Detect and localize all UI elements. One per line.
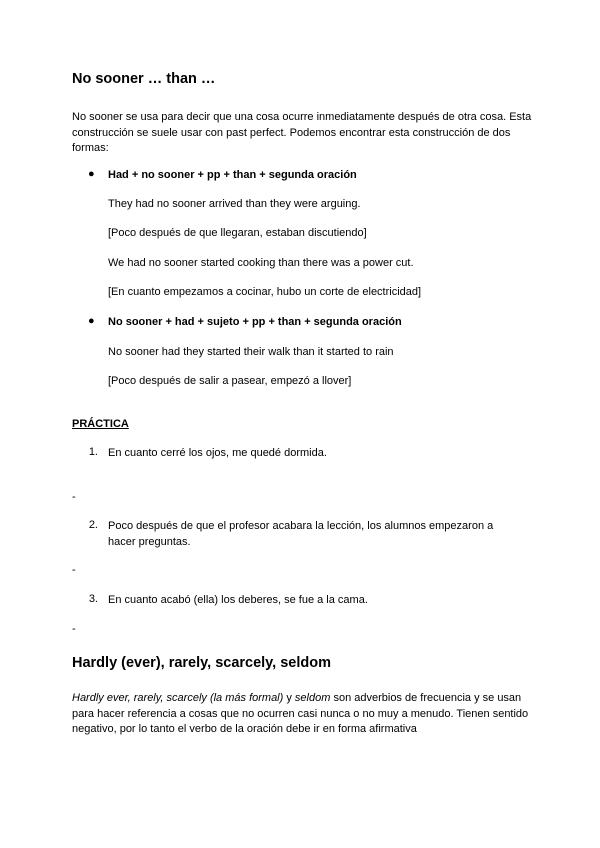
answer-marker-1: - [72,491,76,503]
seldom-italic-term: seldom [294,692,331,704]
answer-marker-3: - [72,623,76,635]
formula-2: No sooner + had + sujeto + pp + than + segunda oración [108,316,402,328]
example-2: We had no sooner started cooking than there was a power cut. [108,257,414,269]
hardly-and: y [283,692,295,704]
translation-2: [En cuanto empezamos a cocinar, hubo un corte de electricidad] [108,286,422,298]
hardly-description: son adverbios de frecuencia y se usan para hacer referencia a cosas que no ocurren casi nunca o no muy a menudo. Tienen sentido negativo, por lo tanto el verbo de la oración debe ir en forma afirmativa [72,692,529,735]
practice-number-1: 1. [88,446,98,458]
section-title-no-sooner: No sooner … than … [72,71,216,87]
practice-number-2: 2. [88,519,98,531]
formula-1: Had + no sooner + pp + than + segunda oración [108,169,357,181]
practice-item-2: Poco después de que el profesor acabara la lección, los alumnos empezaron a hacer preguntas. [108,520,494,548]
practice-item-3: En cuanto acabó (ella) los deberes, se fue a la cama. [108,594,368,606]
example-3: No sooner had they started their walk than it started to rain [108,346,394,358]
bullet-icon: ● [88,168,95,180]
practice-heading: PRÁCTICA [72,418,129,430]
practice-number-3: 3. [88,593,98,605]
example-1: They had no sooner arrived than they were arguing. [108,198,361,210]
bullet-icon: ● [88,315,95,327]
section-title-hardly: Hardly (ever), rarely, scarcely, seldom [72,655,331,671]
hardly-paragraph [72,691,532,738]
hardly-italic-terms: Hardly ever, rarely, scarcely (la más formal) [72,692,284,704]
intro-paragraph: No sooner se usa para decir que una cosa ocurre inmediatamente después de otra cosa. Esta construcción se suele usar con past perfect. Podemos encontrar esta construcción de dos formas: [72,111,532,154]
translation-1: [Poco después de que llegaran, estaban discutiendo] [108,227,367,239]
translation-3: [Poco después de salir a pasear, empezó a llover] [108,375,352,387]
answer-marker-2: - [72,564,76,576]
practice-item-1: En cuanto cerré los ojos, me quedé dormida. [108,447,327,459]
